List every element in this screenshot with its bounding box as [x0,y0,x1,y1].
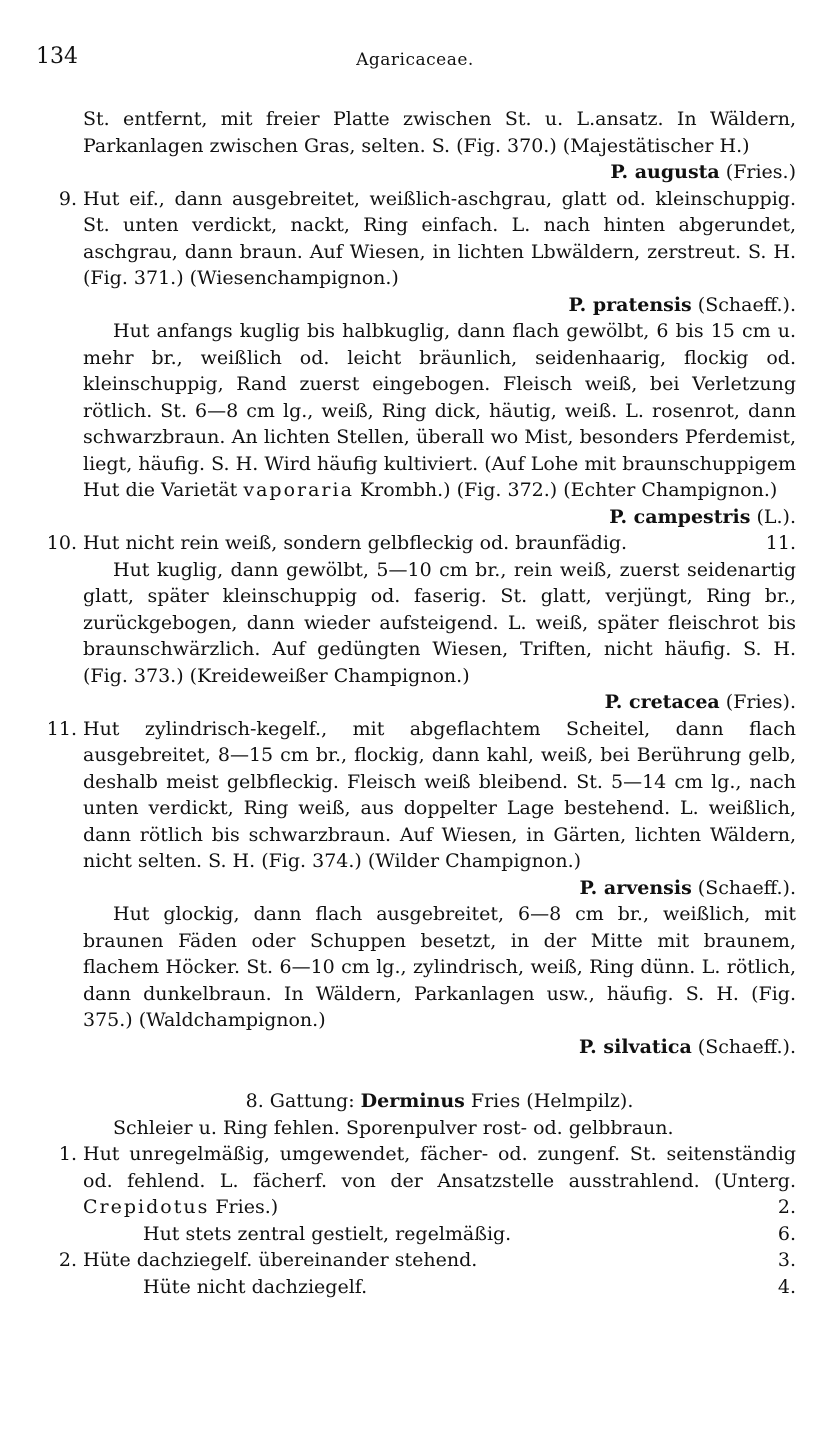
species-name [83,292,796,319]
lead-text-end: Fries.) [209,1196,279,1218]
variety-name: vaporaria [243,479,354,501]
species-binomial: P. cretacea [604,691,720,713]
entry-augusta-continued [83,106,796,186]
couplet-number: 9. [58,187,77,210]
genus-heading [83,1088,796,1115]
couplet-number: 11. [46,717,77,740]
key-lead-1b [83,1221,796,1248]
entry-text: Hut kuglig, dann gewölbt, 5—10 cm br., rein weiß, zuerst seidenartig glatt, später kleinschuppig od. faserig. St. glatt, verjüngt, Ring br., zurückgebogen, dann wieder aufsteigend. L. weiß, später fleischrot bis braunschwärzlich. Auf gedüngten Wiesen, Triften, nicht häufig. S. H. (Fig. 373.) (Kreideweißer Champignon.) [83,558,796,687]
species-name [83,875,796,902]
section-spacer [83,1060,796,1088]
species-author: (Fries). [719,691,796,713]
species-binomial: P. augusta [610,161,720,183]
lead-text: Hut unregelmäßig, umgewendet, fächer- od. zungenf. St. seitenständig od. fehlend. L. fächerf. von der Ansatzstelle ausstrahlend. (Unterg. [83,1143,796,1192]
genus-prefix: 8. Gattung: [245,1090,361,1112]
couplet-number: 10. [46,532,77,554]
species-name [83,159,796,186]
genus-description: Schleier u. Ring fehlen. Sporenpulver rost- od. gelbbraun. [113,1116,674,1139]
text-body [46,106,796,1300]
lead-reference: 11. [765,532,796,554]
genus-suffix: Fries (Helmpilz). [464,1090,634,1112]
couplet-number: 2. [58,1249,77,1271]
entry-silvatica [83,901,796,1060]
lead-reference: 2. [777,1196,796,1218]
key-lead-10 [46,530,796,557]
entry-pratensis [58,186,796,319]
entry-text: Hut eif., dann ausgebreitet, weißlich-aschgrau, glatt od. kleinschuppig. St. unten verdickt, nackt, Ring einfach. L. nach hinten abgerundet, aschgrau, dann braun. Auf Wiesen, in lichten Lbwäldern, zerstreut. S. H. (Fig. 371.) (Wiesenchampignon.) [83,187,796,289]
lead-text: Hüte dachziegelf. übereinander stehend. [83,1249,478,1271]
key-lead-2a [58,1247,796,1274]
entry-text: Hut anfangs kuglig bis halbkuglig, dann flach gewölbt, 6 bis 15 cm u. mehr br., weißlich od. leicht bräunlich, seidenhaarig, flockig od. kleinschuppig, Rand zuerst eingebogen. Fleisch weiß, bei Verletzung rötlich. St. 6—8 cm lg., weiß, Ring dick, häutig, weiß. L. rosenrot, dann schwarzbraun. An lichten Stellen, überall wo Mist, besonders Pferdemist, liegt, häufig. S. H. Wird häufig kultiviert. (Auf Lohe mit braunschuppigem Hut die Varietät [83,320,796,501]
key-lead-1a [58,1141,796,1221]
lead-text: Hut stets zentral gestielt, regelmäßig. [143,1222,512,1245]
page-number: 134 [36,44,78,69]
entry-cretacea [83,557,796,716]
entry-text: St. entfernt, mit freier Platte zwischen St. u. L.ansatz. In Wäldern, Parkanlagen zwischen Gras, selten. S. (Fig. 370.) (Majestätischer H.) [83,108,796,157]
running-header: Agaricaceae. [356,50,474,70]
genus-name: Derminus [360,1090,465,1112]
species-author: (L.). [750,505,796,528]
species-binomial: P. pratensis [568,293,692,316]
lead-reference: 6. [777,1222,796,1245]
species-author: (Schaeff.). [691,293,796,316]
species-author: (Schaeff.). [691,876,796,899]
species-binomial: P. campestris [609,505,751,528]
species-binomial: P. arvensis [579,876,692,899]
lead-reference: 3. [777,1249,796,1271]
entry-text: Hut glockig, dann flach ausgebreitet, 6—8 cm br., weißlich, mit braunen Fäden oder Schuppen besetzt, in der Mitte mit braunem, flachem Höcker. St. 6—10 cm lg., zylindrisch, weiß, Ring dünn. L. rötlich, dann dunkelbraun. In Wäldern, Parkanlagen usw., häufig. S. H. (Fig. 375.) (Waldchampignon.) [83,903,796,1031]
entry-text-end: Krombh.) (Fig. 372.) (Echter Champignon.) [353,479,778,501]
lead-text: Hut nicht rein weiß, sondern gelbfleckig od. braunfädig. [83,532,628,554]
species-name [83,1034,796,1061]
couplet-number: 1. [58,1143,77,1165]
species-binomial: P. silvatica [579,1035,692,1058]
species-author: (Fries.) [719,161,796,183]
species-name [83,689,796,716]
entry-text: Hut zylindrisch-kegelf., mit abgeflachtem Scheitel, dann flach ausgebreitet, 8—15 cm br., flockig, dann kahl, weiß, bei Berührung gelb, deshalb meist gelbfleckig. Fleisch weiß bleibend. St. 5—14 cm lg., nach unten verdickt, Ring weiß, aus doppelter Lage bestehend. L. weißlich, dann rötlich bis schwarzbraun. Auf Wiesen, in Gärten, lichten Wäldern, nicht selten. S. H. (Fig. 374.) (Wilder Champignon.) [83,717,796,872]
key-lead-2b [83,1274,796,1301]
entry-arvensis [46,716,796,902]
entry-campestris [83,318,796,530]
lead-reference: 4. [777,1275,796,1298]
species-author: (Schaeff.). [691,1035,796,1058]
species-name [83,504,796,531]
lead-text: Hüte nicht dachziegelf. [143,1275,368,1298]
subgenus-name: Crepidotus [83,1196,210,1218]
